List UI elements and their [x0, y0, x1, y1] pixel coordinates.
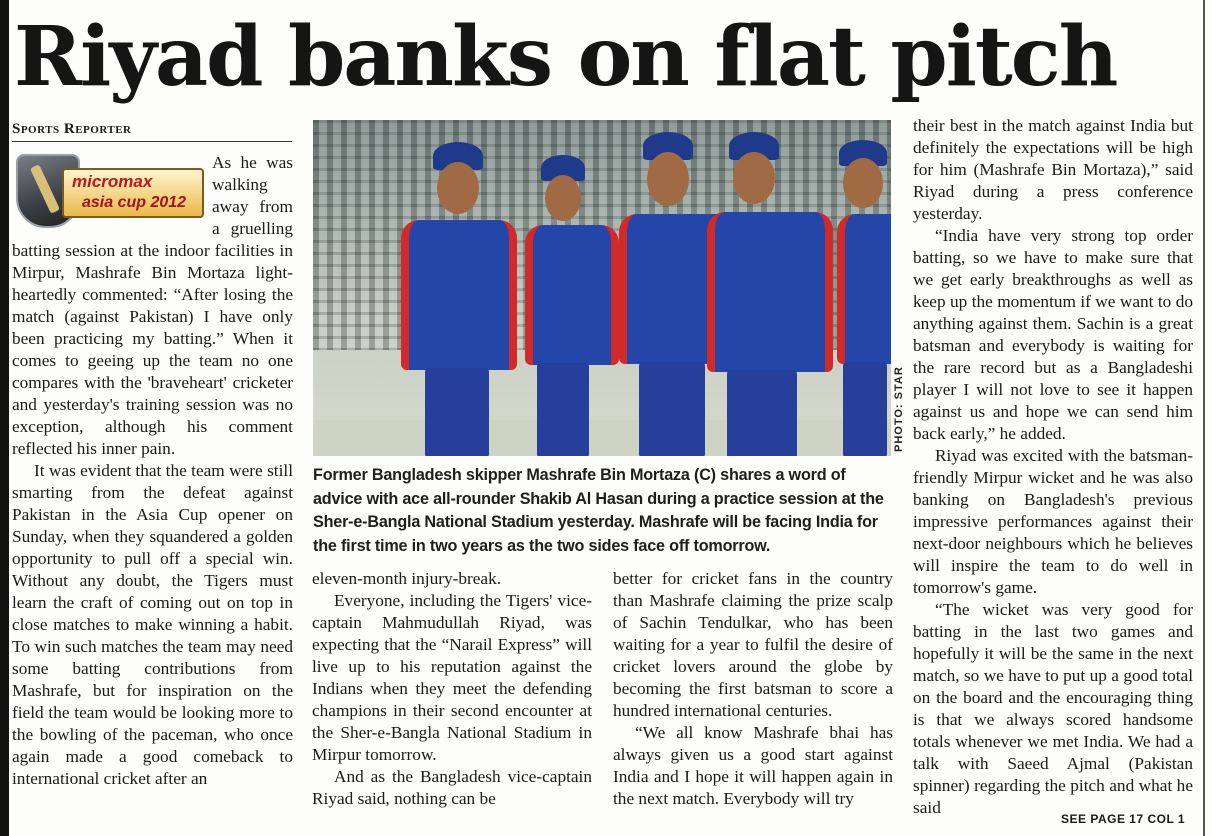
- continuation-line: SEE PAGE 17 COL 1: [1061, 812, 1186, 826]
- right-border-rule: [1203, 0, 1205, 836]
- player-figure: [353, 140, 503, 456]
- asia-cup-logo: [14, 154, 202, 226]
- paragraph: Everyone, including the Tigers' vice-captain Mahmudullah Riyad, was expecting that the “Narail Express” will live up to his reputation against the Indians when they meet the defending champions in their second encounter at the Sher-e-Bangla National Stadium in Mirpur tomorrow.: [312, 591, 592, 764]
- logo-brand: micromax: [72, 172, 153, 191]
- paragraph: eleven-month injury-break.: [312, 569, 502, 588]
- paragraph: “We all know Mashrafe bhai has always given us a good start against India and I hope it will happen again in the next match. Everybody will try: [613, 723, 893, 808]
- paragraph: It was evident that the team were still smarting from the defeat against Pakistan in the Asia Cup opener on Sunday, when they squandered a golden opportunity to pull off a special win. Without any doubt, the Tigers must learn the craft of coming out on top in close matches to make winning a habit. To win such matches the team may need some batting contributions from Mashrafe, but for inspiration on the field the team would be looking more to the bowling of the paceman, who once again made a good comeback to international cricket after an: [12, 461, 293, 788]
- paragraph: better for cricket fans in the country than Mashrafe claiming the prize scalp of Sachin Tendulkar, who has been waiting for a year to fulfil the desire of cricket lovers around the globe by becoming the first batsman to score a hundred international centuries.: [613, 569, 893, 720]
- article-column-4: [913, 115, 1193, 819]
- paragraph: As he was walking away from a gruelling batting session at the indoor facilities in Mirpur, Mashrafe Bin Mortaza light-heartedly commented: “After losing the match (against Pakistan) I have only been practicing my batting.” When it comes to geeing up the team no one compares with the 'braveheart' cricketer and yesterday's training session was no exception, although his comment reflected his inner pain.: [12, 153, 293, 458]
- logo-event: asia cup 2012: [82, 194, 187, 211]
- photo-credit: PHOTO: STAR: [893, 366, 905, 452]
- player-figure: [693, 130, 833, 456]
- left-border-rule: [0, 0, 9, 836]
- article-photo: [313, 120, 891, 456]
- byline: Sports Reporter: [12, 121, 292, 142]
- article-column-2: [312, 568, 592, 810]
- photo-caption: Former Bangladesh skipper Mashrafe Bin Mortaza (C) shares a word of advice with ace all-rounder Shakib Al Hasan during a practice session at the Sher-e-Bangla National Stadium yesterday. Mashrafe will be facing India for the first time in two years as the two sides face off tomorrow.: [313, 466, 884, 555]
- article-column-3: [613, 568, 893, 810]
- cricket-bat-icon: [30, 164, 60, 214]
- paragraph: Riyad was excited with the batsman-friendly Mirpur wicket and he was also banking on Bangladesh's previous impressive performances against their next-door neighbours which he believes will inspire the team to do well in tomorrow's game.: [913, 446, 1193, 597]
- headline: Riyad banks on flat pitch: [14, 9, 1117, 105]
- paragraph: And as the Bangladesh vice-captain Riyad said, nothing can be: [312, 767, 592, 808]
- paragraph: “The wicket was very good for batting in the last two games and hopefully it will be the same in the next match, so we have to put up a good total on the board and the encouraging thing is that we always scored handsome totals whenever we met India. We had a talk with Saeed Ajmal (Pakistan spinner) regarding the pitch and what he said: [913, 600, 1193, 817]
- article-column-1: [12, 152, 293, 790]
- paragraph: their best in the match against India but definitely the expectations will be high for him (Mashrafe Bin Mortaza),” said Riyad during a press conference yesterday.: [913, 116, 1193, 223]
- player-figure: [823, 140, 891, 456]
- paragraph: “India have very strong top order batting, so we have to make sure that we get early breakthroughs as well as keep up the momentum if we want to do anything against them. Sachin is a great batsman and everybody is waiting for the rare record but as a Bangladeshi player I will not love to see it happen against us and hope we can send him back early,” he added.: [913, 226, 1193, 443]
